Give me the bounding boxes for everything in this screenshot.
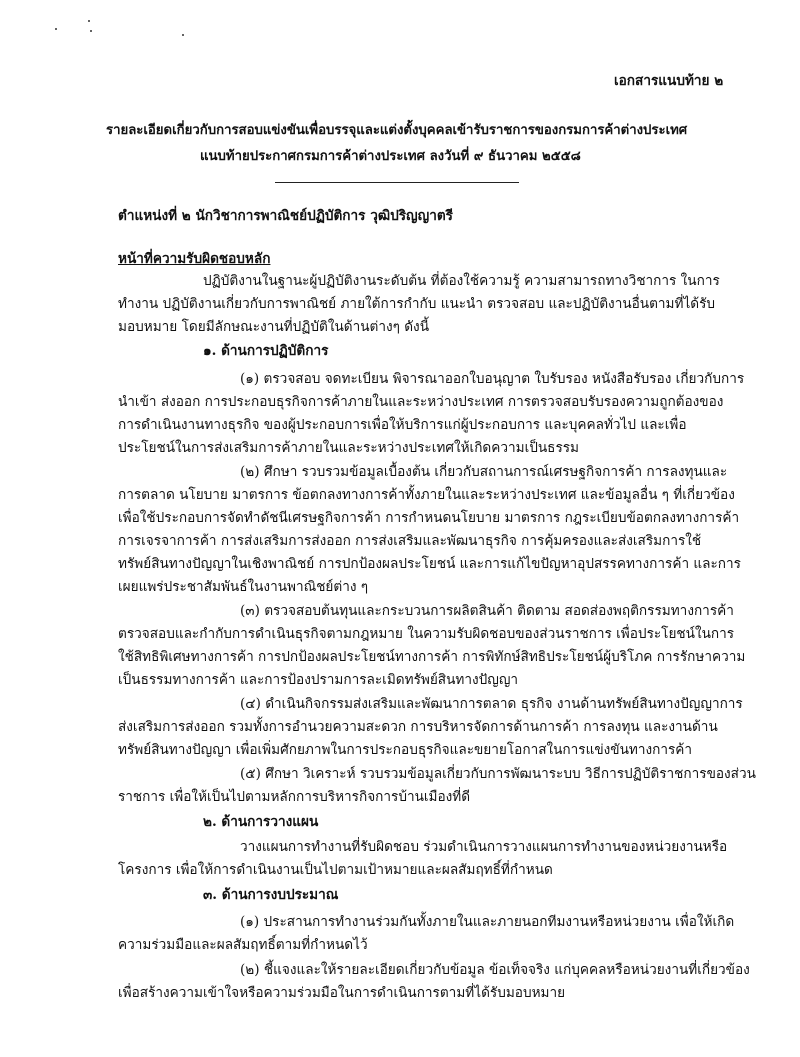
section1-item4-line: ส่งเสริมการส่งออก รวมทั้งการอำนวยความสะดวก การบริหารจัดการด้านการค้า การลงทุน และงานด้าน — [118, 719, 718, 735]
section3-item1-line: (๑) ประสานการทำงานร่วมกันทั้งภายในและภายนอกทีมงานหรือหน่วยงาน เพื่อให้เกิด — [240, 914, 735, 930]
document-title-line2: แนบท้ายประกาศกรมการค้าต่างประเทศ ลงวันที่ ๙ ธันวาคม ๒๕๕๘ — [200, 149, 581, 164]
section1-item4-line: ทรัพย์สินทางปัญญา เพื่อเพิ่มศักยภาพในการประกอบธุรกิจและขยายโอกาสในการแข่งขันทางการค้า — [118, 742, 692, 758]
section1-item2-line: ทรัพย์สินทางปัญญาในเชิงพาณิชย์ การปกป้องผลประโยชน์ และการแก้ไขปัญหาอุปสรรคทางการค้า และการ — [118, 556, 741, 572]
document-title-line1: รายละเอียดเกี่ยวกับการสอบแข่งขันเพื่อบรรจุและแต่งตั้งบุคคลเข้ารับราชการของกรมการค้าต่างประเทศ — [106, 123, 688, 138]
section1-item1-line: นำเข้า ส่งออก การประกอบธุรกิจการค้าภายในและระหว่างประเทศ การตรวจสอบรับรองความถูกต้องของ — [118, 394, 724, 410]
intro-line: มอบหมาย โดยมีลักษณะงานที่ปฏิบัติในด้านต่างๆ ดังนี้ — [118, 319, 429, 335]
section1-item2-line: เผยแพร่ประชาสัมพันธ์ในงานพาณิชย์ต่าง ๆ — [118, 579, 369, 595]
intro-line: ทำงาน ปฏิบัติงานเกี่ยวกับการพาณิชย์ ภายใต้การกำกับ แนะนำ ตรวจสอบ และปฏิบัติงานอื่นตามที่ได้รับ — [118, 296, 716, 312]
section1-item2-line: (๒) ศึกษา รวบรวมข้อมูลเบื้องต้น เกี่ยวกับสถานการณ์เศรษฐกิจการค้า การลงทุนและ — [240, 464, 728, 480]
duties-heading: หน้าที่ความรับผิดชอบหลัก — [118, 251, 271, 267]
scan-speck — [182, 34, 184, 36]
section3-item1-line: ความร่วมมือและผลสัมฤทธิ์ตามที่กำหนดไว้ — [118, 937, 368, 953]
section1-item3-line: ใช้สิทธิพิเศษทางการค้า การปกป้องผลประโยชน์ทางการค้า การพิทักษ์สิทธิประโยชน์ผู้บริโภค การรักษาความ — [118, 649, 746, 665]
scan-speck — [90, 30, 92, 32]
section1-item1-line: ประโยชน์ในการส่งเสริมการค้าภายในและระหว่างประเทศให้เกิดความเป็นธรรม — [118, 440, 580, 456]
section1-item2-line: การตลาด นโยบาย มาตรการ ข้อตกลงทางการค้าทั้งภายในและระหว่างประเทศ และข้อมูลอื่น ๆ ที่เกี่ยวข้อง — [118, 487, 735, 503]
title-divider — [275, 182, 519, 183]
section1-item4-line: (๔) ดำเนินกิจกรรมส่งเสริมและพัฒนาการตลาด ธุรกิจ งานด้านทรัพย์สินทางปัญญาการ — [240, 696, 743, 712]
scan-speck — [88, 20, 90, 22]
section1-item2-line: การเจรจาการค้า การส่งเสริมการส่งออก การส่งเสริมและพัฒนาธุรกิจ การคุ้มครองและส่งเสริมการใช้ — [118, 533, 702, 549]
section1-item1-line: (๑) ตรวจสอบ จดทะเบียน พิจารณาออกใบอนุญาต ใบรับรอง หนังสือรับรอง เกี่ยวกับการ — [240, 371, 745, 387]
section1-heading: ๑. ด้านการปฏิบัติการ — [203, 343, 329, 359]
section3-item2-line: (๒) ชี้แจงและให้รายละเอียดเกี่ยวกับข้อมูล ข้อเท็จจริง แก่บุคคลหรือหน่วยงานที่เกี่ยวข้อง — [240, 962, 750, 978]
section1-item3-line: เป็นธรรมทางการค้า และการป้องปรามการละเมิดทรัพย์สินทางปัญญา — [118, 672, 519, 688]
intro-line: ปฏิบัติงานในฐานะผู้ปฏิบัติงานระดับต้น ที่ต้องใช้ความรู้ ความสามารถทางวิชาการ ในการ — [203, 273, 720, 289]
section1-item5-line: ราชการ เพื่อให้เป็นไปตามหลักการบริหารกิจการบ้านเมืองที่ดี — [118, 789, 471, 805]
section1-item3-line: (๓) ตรวจสอบต้นทุนและกระบวนการผลิตสินค้า ติดตาม สอดส่องพฤติกรรมทางการค้า — [240, 603, 734, 619]
attachment-label: เอกสารแนบท้าย ๒ — [614, 73, 724, 89]
scan-speck — [55, 28, 57, 30]
section1-item2-line: เพื่อใช้ประกอบการจัดทำดัชนีเศรษฐกิจการค้า การกำหนดนโยบาย มาตรการ กฎระเบียบข้อตกลงทางการค้า — [118, 510, 740, 526]
section2-line: วางแผนการทำงานที่รับผิดชอบ ร่วมดำเนินการวางแผนการทำงานของหน่วยงานหรือ — [240, 839, 728, 855]
section1-item1-line: การดำเนินงานทางธุรกิจ ของผู้ประกอบการเพื่อให้บริการแก่ผู้ประกอบการ และบุคคลทั่วไป และเพื่อ — [118, 417, 687, 433]
position-line: ตำแหน่งที่ ๒ นักวิชาการพาณิชย์ปฏิบัติการ วุฒิปริญญาตรี — [118, 208, 453, 224]
section3-heading: ๓. ด้านการงบประมาณ — [203, 887, 339, 903]
section2-heading: ๒. ด้านการวางแผน — [203, 814, 319, 830]
section1-item5-line: (๕) ศึกษา วิเคราะห์ รวบรวมข้อมูลเกี่ยวกับการพัฒนาระบบ วิธีการปฏิบัติราชการของส่วน — [240, 766, 756, 782]
section3-item2-line: เพื่อสร้างความเข้าใจหรือความร่วมมือในการดำเนินการตามที่ได้รับมอบหมาย — [118, 985, 566, 1001]
section2-line: โครงการ เพื่อให้การดำเนินงานเป็นไปตามเป้าหมายและผลสัมฤทธิ์ที่กำหนด — [118, 862, 553, 878]
section1-item3-line: ตรวจสอบและกำกับการดำเนินธุรกิจตามกฎหมาย ในความรับผิดชอบของส่วนราชการ เพื่อประโยชน์ในการ — [118, 626, 735, 642]
